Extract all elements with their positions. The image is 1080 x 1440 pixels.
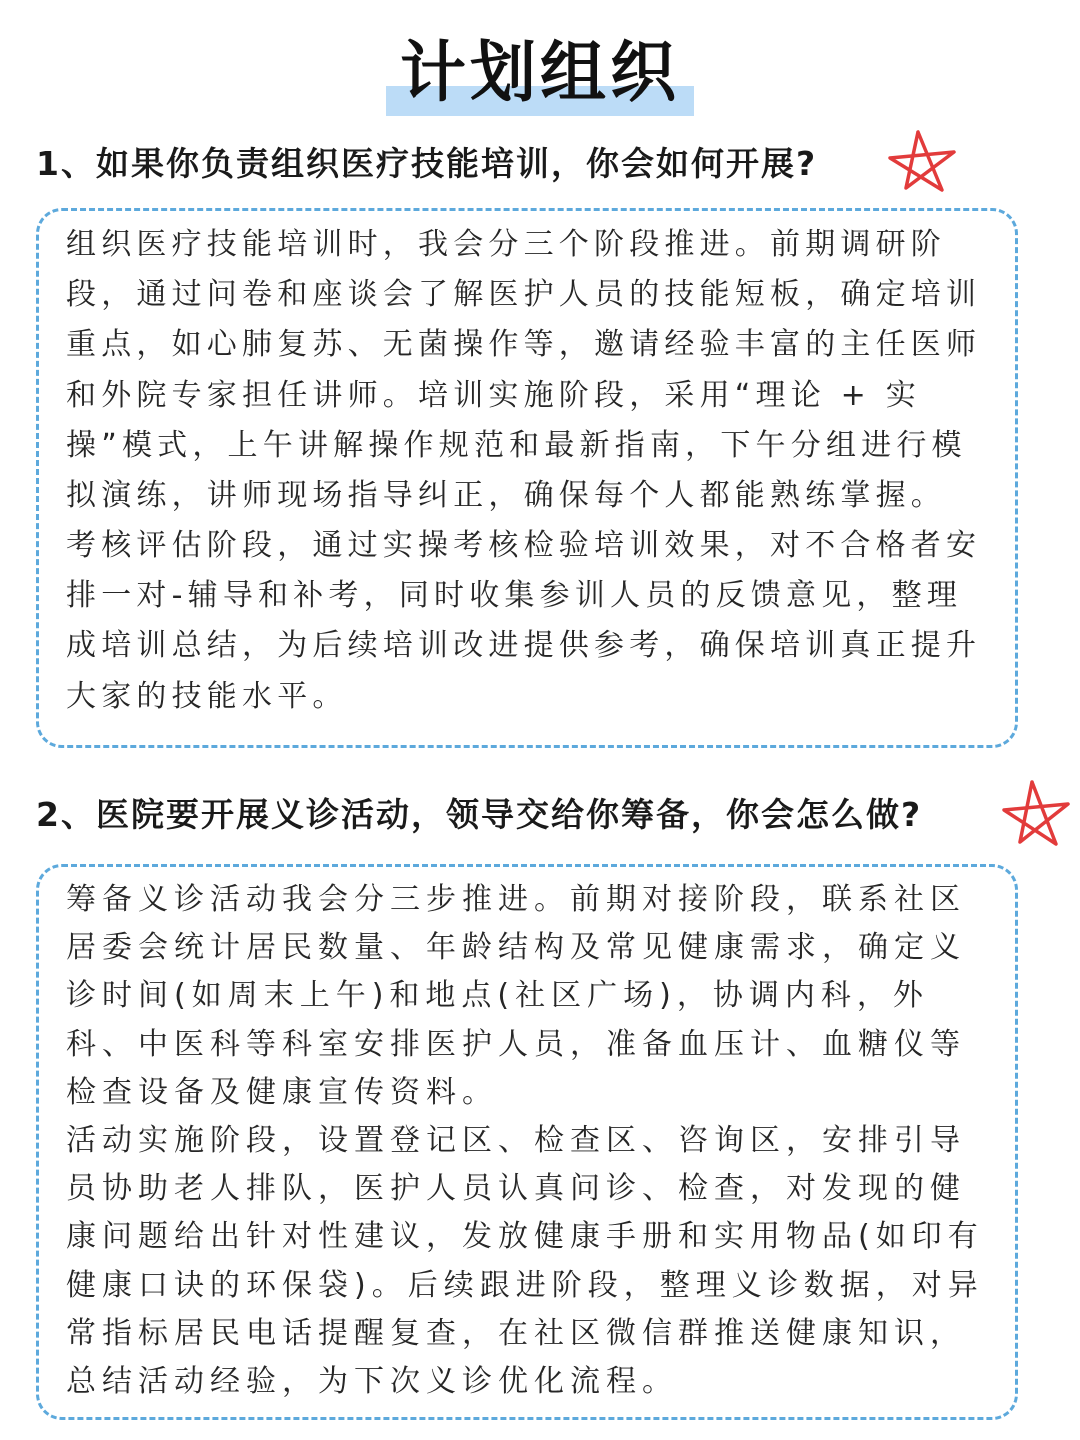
question-2: 2、医院要开展义诊活动，领导交给你筹备，你会怎么做? xyxy=(36,795,923,834)
page-title-text: 计划组织 xyxy=(400,34,680,111)
page-title xyxy=(386,28,694,118)
answer-1-paragraph-1: 组织医疗技能培训时，我会分三个阶段推进。前期调研阶段，通过问卷和座谈会了解医护人员的技能短板，确定培训重点，如心肺复苏、无菌操作等，邀请经验丰富的主任医师和外院专家担任讲师。培训实施阶段，采用“理论 + 实操”模式，上午讲解操作规范和最新指南，下午分组进行模拟演练，讲师现场指导纠正，确保每个人都能熟练掌握。 xyxy=(66,227,982,514)
red-star-icon xyxy=(884,128,960,194)
answer-2-paragraph-2: 活动实施阶段，设置登记区、检查区、咨询区，安排引导员协助老人排队，医护人员认真问诊、检查，对发现的健康问题给出针对性建议，发放健康手册和实用物品(如印有健康口诀的环保袋)。后续跟进阶段，整理义诊数据，对异常指标居民电话提醒复查，在社区微信群推送健康知识，总结活动经验，为下次义诊优化流程。 xyxy=(66,1123,984,1400)
question-1: 1、如果你负责组织医疗技能培训，你会如何开展? xyxy=(36,144,818,183)
title-area xyxy=(0,28,1080,118)
red-star-icon xyxy=(998,778,1074,848)
answer-1-paragraph-2: 考核评估阶段，通过实操考核检验培训效果，对不合格者安排一对-辅导和补考，同时收集参训人员的反馈意见，整理成培训总结，为后续培训改进提供参考，确保培训真正提升大家的技能水平。 xyxy=(66,528,982,714)
answer-2-paragraph-1: 筹备义诊活动我会分三步推进。前期对接阶段，联系社区居委会统计居民数量、年龄结构及常见健康需求，确定义诊时间(如周末上午)和地点(社区广场)，协调内科，外科、中医科等科室安排医护人员，准备血压计、血糖仪等检查设备及健康宣传资料。 xyxy=(66,882,966,1110)
